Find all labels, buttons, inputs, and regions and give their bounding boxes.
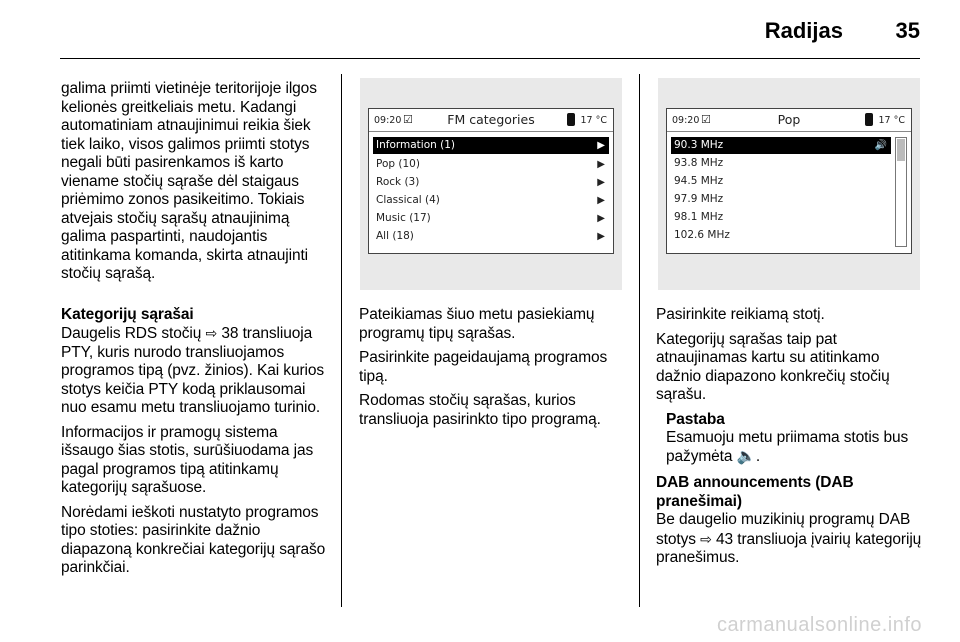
- page-reference-arrow-icon: ⇨: [700, 530, 712, 547]
- chevron-right-icon: ▶: [597, 140, 605, 151]
- chevron-right-icon: ▶: [597, 231, 605, 242]
- watermark: carmanualsonline.info: [716, 614, 922, 636]
- chevron-right-icon: ▶: [597, 213, 605, 224]
- paragraph: Pasirinkite reikiamą stotį.: [656, 306, 825, 323]
- pop-stations-screenshot: [658, 78, 920, 290]
- check-icon: ☑: [403, 113, 413, 126]
- temperature: 17 °C: [580, 115, 607, 126]
- paragraph: Pateikiamas šiuo metu pasiekiamų programų tipų sąrašas.: [359, 306, 595, 342]
- thermometer-icon: [567, 113, 575, 126]
- clock-time: 09:20: [374, 115, 402, 126]
- station-item[interactable]: 98.1 MHz: [674, 211, 724, 223]
- left-column: [61, 80, 331, 584]
- display-status-bar: [667, 109, 911, 132]
- radio-display: [666, 108, 912, 254]
- page-reference-arrow-icon: ⇨: [205, 325, 218, 341]
- thermometer-icon: [865, 113, 873, 126]
- paragraph: Daugelis RDS stočių ⇨ 38 transliuoja PTY, kuris nurodo transliuojamos programos tipą (pvz. žinios). Kai kurios stotys keičia PTY kodą priklausomai nuo esamu metu transliuojamo turinio.: [61, 325, 325, 416]
- page-reference[interactable]: 38: [221, 325, 239, 342]
- column-divider-1: [341, 74, 342, 607]
- display-status-bar: [369, 109, 613, 132]
- page-number: 35: [895, 18, 920, 43]
- check-icon: ☑: [701, 113, 711, 126]
- category-item[interactable]: Information (1) ▶: [373, 137, 609, 154]
- header-rule: [60, 58, 920, 59]
- paragraph: Be daugelio muzikinių programų DAB stotys ⇨ 43 transliuoja įvairių kategorijų pranešimus.: [656, 511, 922, 566]
- category-item[interactable]: Rock (3) ▶: [373, 174, 609, 191]
- paragraph: Kategorijų sąrašas taip pat atnaujinamas kartu su atitinkamo dažnio diapazono konkrečių stočių sąrašu.: [656, 330, 890, 403]
- note-box: [656, 411, 924, 467]
- station-item[interactable]: 93.8 MHz: [674, 157, 724, 169]
- station-item[interactable]: 97.9 MHz: [674, 193, 724, 205]
- paragraph: Rodomas stočių sąrašas, kurios transliuoja pasirinkto tipo programą.: [359, 392, 601, 428]
- display-title: Pop: [777, 112, 801, 127]
- speaker-icon: 🔊: [874, 140, 887, 151]
- temperature: 17 °C: [878, 115, 905, 126]
- chevron-right-icon: ▶: [597, 159, 605, 170]
- chevron-right-icon: ▶: [597, 177, 605, 188]
- paragraph: Norėdami ieškoti nustatyto programos tipo stoties: pasirinkite dažnio diapazoną konkrečiai kategorijų sąrašo parinkčiai.: [61, 503, 326, 576]
- display-title: FM categories: [447, 112, 535, 127]
- clock-time: 09:20: [672, 115, 700, 126]
- page-reference[interactable]: 43: [715, 530, 734, 548]
- page-header: [0, 0, 960, 60]
- category-item[interactable]: Music (17) ▶: [373, 210, 609, 227]
- chevron-right-icon: ▶: [597, 195, 605, 206]
- paragraph: Informacijos ir pramogų sistema išsaugo šias stotis, surūšiuodama jas pagal programos tipą atitinkamų kategorijų sąrašuose.: [61, 423, 314, 496]
- scrollbar[interactable]: [895, 137, 907, 247]
- fm-categories-screenshot: [360, 78, 622, 290]
- scrollbar-thumb[interactable]: [897, 139, 905, 161]
- footer: [0, 606, 960, 642]
- page-title: Radijas: [764, 18, 843, 43]
- right-column: [656, 306, 924, 574]
- note-heading: Pastaba: [666, 410, 725, 428]
- speaker-icon: 🔈: [736, 447, 756, 465]
- column-divider-2: [639, 74, 640, 607]
- note-text: Esamuoju metu priimama stotis bus pažymėta 🔈.: [666, 429, 909, 465]
- section-heading: DAB announcements (DAB pranešimai): [656, 474, 854, 510]
- category-item[interactable]: All (18) ▶: [373, 228, 609, 245]
- paragraph: galima priimti vietinėje teritorijoje ilgos kelionės greitkeliais metu. Kadangi automatiniam atnaujinimui reikia šiek tiek laiko, visos galimos priimti stotys negali būti pasirenkamos iš karto viename stočių sąraše dėl staigaus priėmimo zonos pasikeitimo. Tokiais atvejais stočių sąrašų atnaujinimą galima paspartinti, naudojantis atitinkama komanda, skirta atnaujinti stočių sąrašą.: [61, 80, 317, 282]
- paragraph: Pasirinkite pageidaujamą programos tipą.: [359, 349, 608, 385]
- station-item[interactable]: 94.5 MHz: [674, 175, 724, 187]
- section-heading: Kategorijų sąrašai: [61, 305, 194, 323]
- category-item[interactable]: Classical (4) ▶: [373, 192, 609, 209]
- station-item[interactable]: 90.3 MHz 🔊: [671, 137, 891, 154]
- middle-column: [359, 306, 631, 435]
- radio-display: [368, 108, 614, 254]
- category-item[interactable]: Pop (10) ▶: [373, 156, 609, 173]
- station-item[interactable]: 102.6 MHz: [674, 229, 730, 241]
